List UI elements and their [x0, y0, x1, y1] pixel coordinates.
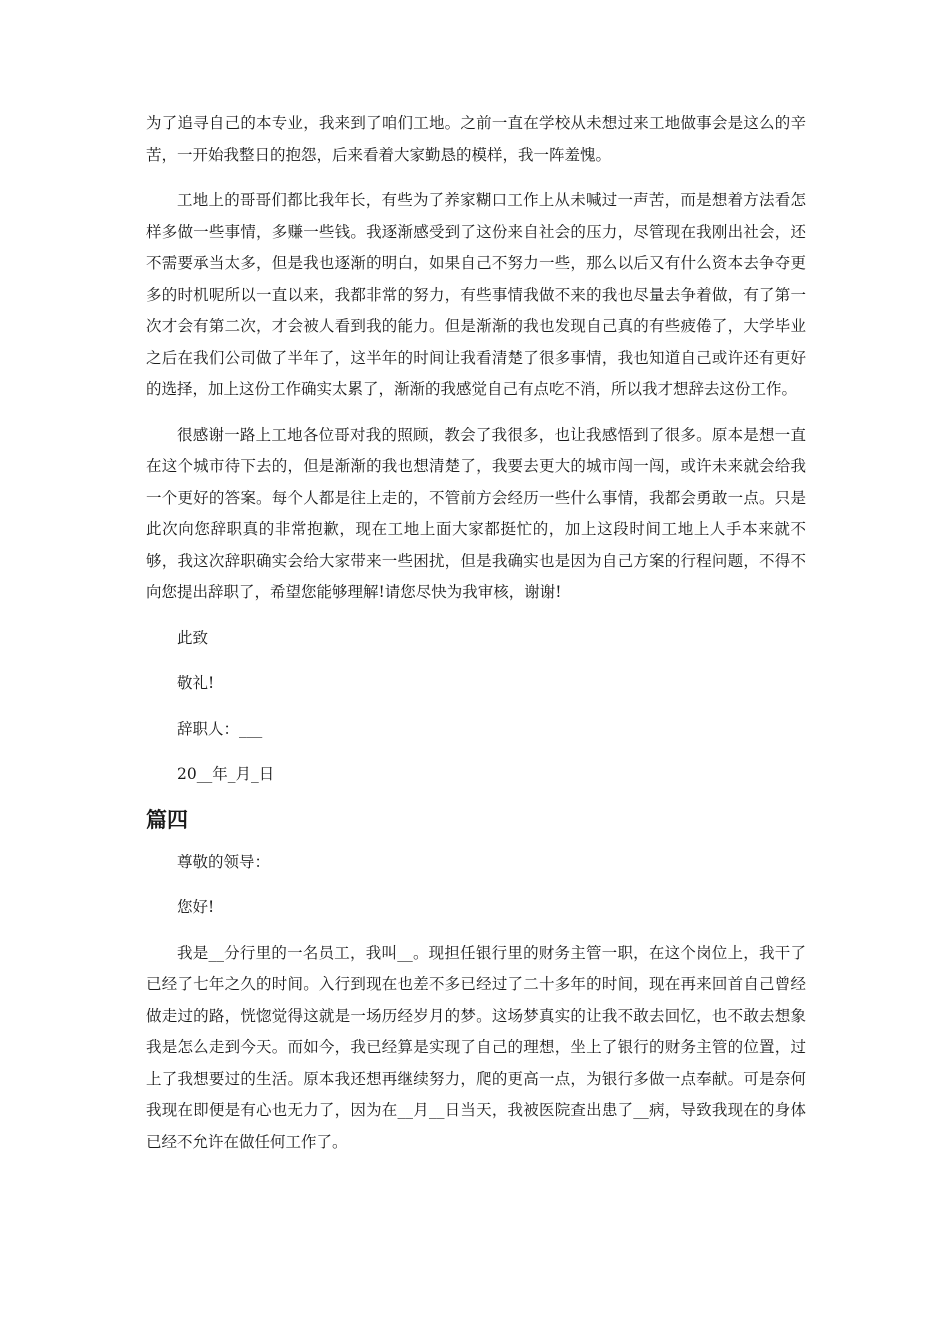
document-page — [146, 108, 806, 1158]
paragraph-coworkers: 工地上的哥哥们都比我年长，有些为了养家糊口工作上从未喊过一声苦，而是想着方法看怎样多做一些事情，多赚一些钱。我逐渐感受到了这份来自社会的压力，尽管现在我刚出社会，还不需要承当太多，但是我也逐渐的明白，如果自己不努力一些，那么以后又有什么资本去争夺更多的时机呢所以一直以来，我都非常的努力，有些事情我做不来的我也尽量去争着做，有了第一次才会有第二次，才会被人看到我的能力。但是渐渐的我也发现自己真的有些疲倦了，大学毕业之后在我们公司做了半年了，这半年的时间让我看清楚了很多事情，我也知道自己或许还有更好的选择，加上这份工作确实太累了，渐渐的我感觉自己有点吃不消，所以我才想辞去这份工作。 — [146, 191, 806, 398]
regards-line: 敬礼! — [177, 674, 215, 692]
salutation-line: 尊敬的领导： — [177, 852, 271, 871]
section-heading: 篇四 — [146, 807, 188, 832]
paragraph-bank-employee: 我是__分行里的一名员工，我叫__。现担任银行里的财务主管一职，在这个岗位上，我干了已经了七年之久的时间。入行到现在也差不多已经过了二十多年的时间，现在再来回首自己曾经做走过的路，恍惚觉得这就是一场历经岁月的梦。这场梦真实的让我不敢去回忆，也不敢去想象我是怎么走到今天。而如今，我已经算是实现了自己的理想，坐上了银行的财务主管的位置，过上了我想要过的生活。原本我还想再继续努力，爬的更高一点，为银行多做一点奉献。可是奈何我现在即便是有心也无力了，因为在__月__日当天，我被医院查出患了__病，导致我现在的身体已经不允许在做任何工作了。 — [146, 943, 806, 1151]
greeting-line: 您好! — [177, 898, 215, 916]
closing-line: 此致 — [177, 628, 209, 647]
date-line: 20__年_月_日 — [177, 765, 275, 783]
signer-line: 辞职人：___ — [177, 719, 263, 738]
paragraph-intro: 为了追寻自己的本专业，我来到了咱们工地。之前一直在学校从未想过来工地做事会是这么的辛苦，一开始我整日的抱怨，后来看着大家勤恳的模样，我一阵羞愧。 — [146, 114, 806, 164]
paragraph-thanks: 很感谢一路上工地各位哥对我的照顾，教会了我很多，也让我感悟到了很多。原本是想一直在这个城市待下去的，但是渐渐的我也想清楚了，我要去更大的城市闯一闯，或许未来就会给我一个更好的答案。每个人都是往上走的，不管前方会经历一些什么事情，我都会勇敢一点。只是此次向您辞职真的非常抱歉，现在工地上面大家都挺忙的，加上这段时间工地上人手本来就不够，我这次辞职确实会给大家带来一些困扰，但是我确实也是因为自己方案的行程问题，不得不向您提出辞职了，希望您能够理解!请您尽快为我审核，谢谢! — [146, 425, 806, 601]
